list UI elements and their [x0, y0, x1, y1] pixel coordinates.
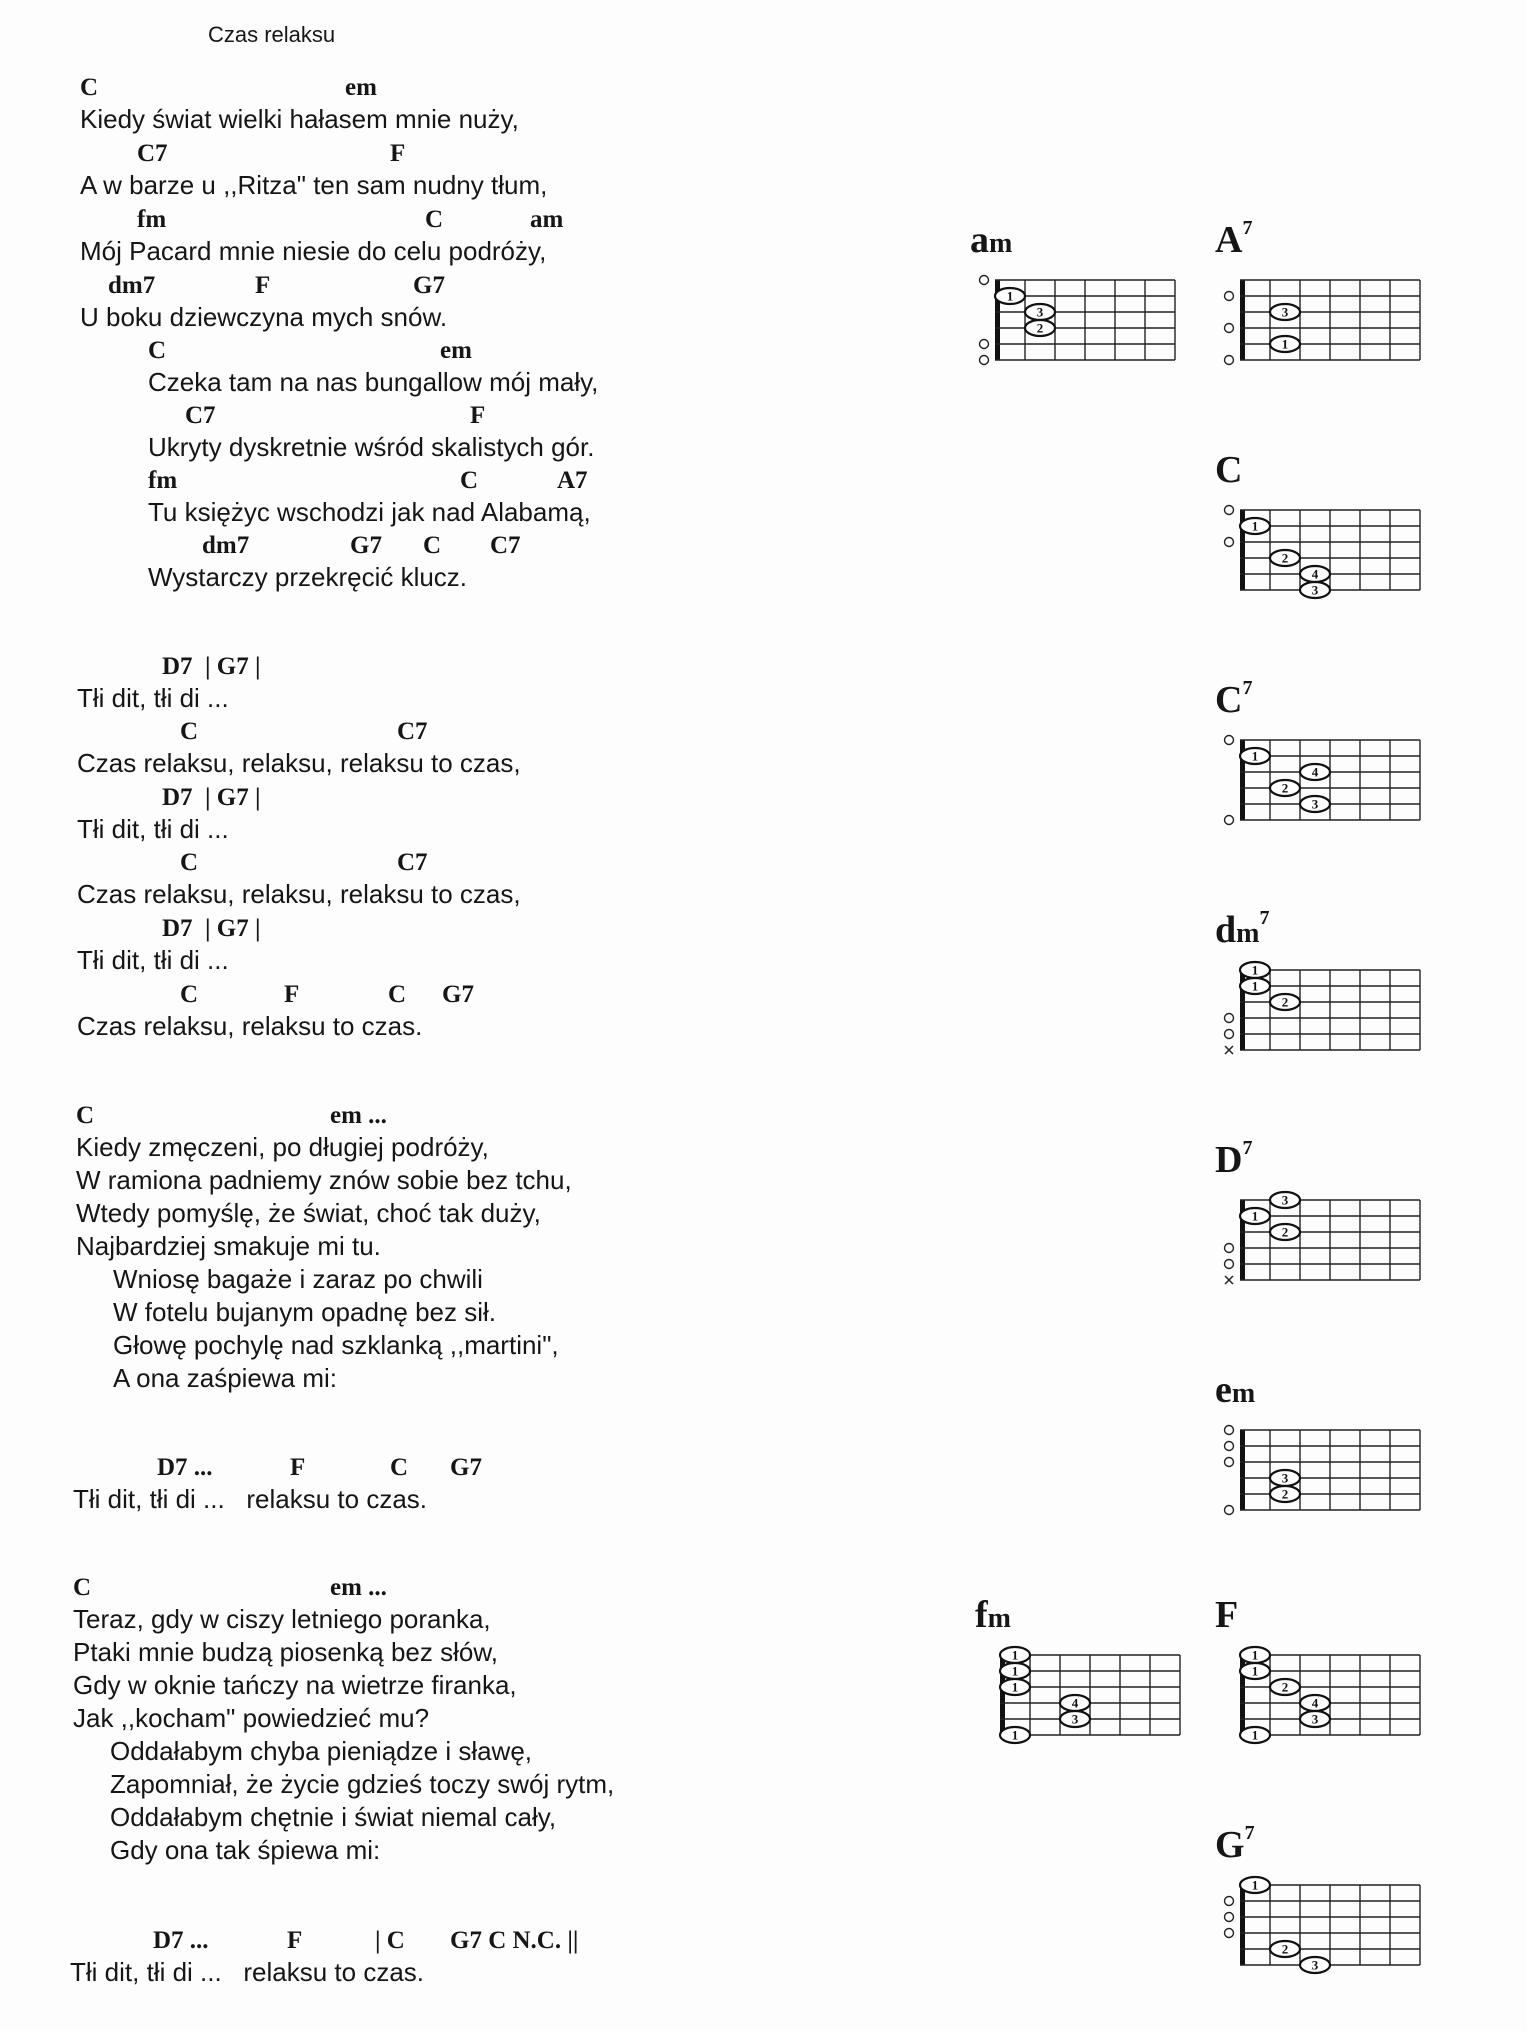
chord-symbol: C [180, 718, 199, 745]
svg-text:2: 2 [1281, 780, 1289, 796]
finger-dot [1240, 518, 1270, 534]
lyric-line: Wystarczy przekręcić klucz. [148, 562, 468, 592]
chord-diagram-name: $dm^7$ [1215, 907, 1270, 951]
chord-symbol: em ... [330, 1102, 387, 1129]
lyric-line: Czas relaksu, relaksu, relaksu to czas, [77, 879, 521, 909]
chord-diagram-name: C [1215, 449, 1243, 491]
open-string-marker [1225, 1244, 1234, 1253]
svg-text:4: 4 [1311, 1695, 1319, 1711]
lyric-line: Tłi dit, tłi di ... [77, 814, 229, 844]
svg-text:3: 3 [1036, 304, 1044, 320]
chord-symbol: C [73, 1574, 92, 1601]
lyric-line: Tłi dit, tłi di ... [77, 683, 229, 713]
open-string-marker [1225, 1913, 1234, 1922]
chord-symbol: C [180, 849, 199, 876]
svg-text:4: 4 [1311, 764, 1319, 780]
chord-symbol: C [460, 467, 479, 494]
chord-diagram-name: $G^7$ [1215, 1822, 1255, 1866]
chord-symbol: F [255, 272, 271, 299]
finger-dot [1240, 978, 1270, 994]
open-string-marker [1225, 1506, 1234, 1515]
chord-symbol: C [388, 981, 407, 1008]
svg-text:3: 3 [1281, 1192, 1289, 1208]
chord-symbol: D7 | G7 | [162, 653, 261, 680]
fretboard [1220, 272, 1430, 372]
fretboard [975, 272, 1185, 372]
lyric-line: Głowę pochylę nad szklanką ,,martini", [113, 1330, 559, 1360]
svg-text:2: 2 [1281, 1679, 1289, 1695]
lyric-line: Gdy w oknie tańczy na wietrze firanka, [73, 1670, 517, 1700]
finger-dot [1270, 1192, 1300, 1208]
svg-text:3: 3 [1281, 304, 1289, 320]
svg-text:3: 3 [1311, 796, 1319, 812]
open-string-marker [1225, 356, 1234, 365]
svg-text:3: 3 [1311, 1711, 1319, 1727]
open-string-marker [1225, 1014, 1234, 1023]
finger-dot [1300, 796, 1330, 812]
finger-dot [1300, 1957, 1330, 1973]
fretboard [1220, 962, 1430, 1062]
finger-dot [1270, 1941, 1300, 1957]
finger-dot [1300, 566, 1330, 582]
chord-symbol: C [180, 981, 199, 1008]
chord-symbol: C7 [490, 532, 521, 559]
finger-dot [1270, 336, 1300, 352]
lyric-line: Wtedy pomyślę, że świat, choć tak duży, [76, 1198, 541, 1228]
lyric-line: Jak ,,kocham" powiedzieć mu? [73, 1703, 430, 1733]
lyric-line: Oddałabym chyba pieniądze i sławę, [110, 1736, 533, 1766]
open-string-marker [1225, 292, 1234, 301]
chord-symbol: C [148, 337, 167, 364]
chord-symbol: | C [375, 1927, 405, 1954]
chord-symbol: G7 [450, 1454, 482, 1481]
finger-dot [1270, 1224, 1300, 1240]
chord-symbol: dm7 [108, 272, 156, 299]
chord-symbol: C [76, 1102, 95, 1129]
lyric-line: Ptaki mnie budzą piosenką bez słów, [73, 1637, 498, 1667]
open-string-marker [1225, 1442, 1234, 1451]
lyric-line: Tu księżyc wschodzi jak nad Alabamą, [148, 497, 591, 527]
muted-string-marker [1225, 1276, 1233, 1284]
svg-text:2: 2 [1281, 994, 1289, 1010]
finger-dot [1270, 1679, 1300, 1695]
chord-symbol: G7 [442, 981, 474, 1008]
svg-text:1: 1 [1251, 1663, 1259, 1679]
svg-text:3: 3 [1311, 1957, 1319, 1973]
lyric-line: A w barze u ,,Ritza" ten sam nudny tłum, [80, 170, 548, 200]
chord-symbol: am [530, 206, 564, 233]
finger-dot [1240, 1208, 1270, 1224]
finger-dot [1000, 1647, 1030, 1663]
finger-dot [1300, 582, 1330, 598]
chord-symbol: D7 | G7 | [162, 915, 261, 942]
finger-dot [1240, 1727, 1270, 1743]
fretboard [1220, 732, 1430, 832]
svg-text:1: 1 [1251, 1208, 1259, 1224]
chord-diagram-name: em [1215, 1369, 1256, 1411]
svg-text:4: 4 [1311, 566, 1319, 582]
chord-symbol: C7 [397, 718, 428, 745]
lyric-line: Teraz, gdy w ciszy letniego poranka, [73, 1604, 491, 1634]
fretboard [1220, 1647, 1430, 1747]
lyric-line: A ona zaśpiewa mi: [113, 1363, 338, 1393]
finger-dot [1240, 962, 1270, 978]
finger-dot [1270, 1486, 1300, 1502]
chord-symbol: G7 C N.C. || [450, 1927, 579, 1954]
chord-symbol: A7 [557, 467, 588, 494]
lyric-line: W fotelu bujanym opadnę bez sił. [113, 1297, 496, 1327]
open-string-marker [1225, 1897, 1234, 1906]
svg-text:1: 1 [1251, 962, 1259, 978]
svg-text:1: 1 [1011, 1647, 1019, 1663]
finger-dot [1300, 764, 1330, 780]
svg-text:2: 2 [1281, 1486, 1289, 1502]
lyric-line: Mój Pacard mnie niesie do celu podróży, [80, 236, 547, 266]
open-string-marker [1225, 1030, 1234, 1039]
finger-dot [1060, 1711, 1090, 1727]
lyric-line: Czas relaksu, relaksu to czas. [77, 1011, 423, 1041]
chord-diagram-name: $A^7$ [1215, 217, 1253, 261]
lyric-line: Czas relaksu, relaksu, relaksu to czas, [77, 748, 521, 778]
chord-symbol: G7 [350, 532, 382, 559]
lyric-line: Gdy ona tak śpiewa mi: [110, 1835, 381, 1865]
finger-dot [1270, 1470, 1300, 1486]
chord-diagram-name: $C^7$ [1215, 677, 1253, 721]
finger-dot [1060, 1695, 1090, 1711]
chord-diagram-name: fm [975, 1594, 1011, 1636]
chord-symbol: D7 ... [157, 1454, 213, 1481]
svg-text:1: 1 [1251, 1647, 1259, 1663]
chord-symbol: em [440, 337, 472, 364]
svg-text:3: 3 [1071, 1711, 1079, 1727]
lyric-line: Oddałabym chętnie i świat niemal cały, [110, 1802, 557, 1832]
muted-string-marker [1225, 1046, 1233, 1054]
lyric-line: W ramiona padniemy znów sobie bez tchu, [76, 1165, 572, 1195]
open-string-marker [1225, 1426, 1234, 1435]
svg-text:1: 1 [1251, 1877, 1259, 1893]
fretboard [1220, 1192, 1430, 1292]
chord-symbol: fm [137, 206, 167, 233]
chord-symbol: C [390, 1454, 409, 1481]
open-string-marker [1225, 1458, 1234, 1467]
chord-symbol: C [423, 532, 442, 559]
finger-dot [1025, 320, 1055, 336]
open-string-marker [1225, 1929, 1234, 1938]
chord-symbol: C7 [397, 849, 428, 876]
lyric-line: Tłi dit, tłi di ... [77, 945, 229, 975]
nut [1240, 1430, 1245, 1510]
lyric-line: Zapomniał, że życie gdzieś toczy swój rytm, [110, 1769, 615, 1799]
open-string-marker [1225, 816, 1234, 825]
chord-symbol: C [80, 74, 99, 101]
chord-symbol: C7 [137, 140, 168, 167]
svg-text:1: 1 [1251, 748, 1259, 764]
svg-text:1: 1 [1251, 518, 1259, 534]
chord-symbol: F [390, 140, 406, 167]
chord-symbol: D7 | G7 | [162, 784, 261, 811]
lyric-line: Kiedy zmęczeni, po długiej podróży, [76, 1132, 489, 1162]
fretboard [1220, 1877, 1430, 1977]
open-string-marker [1225, 1260, 1234, 1269]
chord-symbol: C [425, 206, 444, 233]
finger-dot [1270, 994, 1300, 1010]
open-string-marker [1225, 538, 1234, 547]
fretboard [1220, 1422, 1430, 1522]
finger-dot [1025, 304, 1055, 320]
svg-text:2: 2 [1036, 320, 1044, 336]
chord-symbol: F [470, 402, 486, 429]
finger-dot [1240, 1877, 1270, 1893]
open-string-marker [980, 276, 989, 285]
open-string-marker [1225, 736, 1234, 745]
open-string-marker [980, 340, 989, 349]
finger-dot [1300, 1695, 1330, 1711]
lyric-line: Tłi dit, tłi di ... relaksu to czas. [73, 1484, 427, 1514]
svg-text:1: 1 [1281, 336, 1289, 352]
open-string-marker [1225, 324, 1234, 333]
open-string-marker [1225, 506, 1234, 515]
chord-symbol: C7 [185, 402, 216, 429]
finger-dot [1000, 1663, 1030, 1679]
nut [1240, 280, 1245, 360]
chord-diagram-name: F [1215, 1594, 1239, 1636]
chord-symbol: F [290, 1454, 306, 1481]
song-title: Czas relaksu [208, 22, 336, 47]
chord-symbol: em ... [330, 1574, 387, 1601]
chord-diagram-name: $D^7$ [1215, 1137, 1253, 1181]
chord-symbol: fm [148, 467, 178, 494]
svg-text:1: 1 [1011, 1679, 1019, 1695]
svg-text:1: 1 [1006, 288, 1014, 304]
chord-diagram-name: am [970, 219, 1013, 261]
lyric-line: Tłi dit, tłi di ... relaksu to czas. [70, 1957, 424, 1987]
finger-dot [1240, 748, 1270, 764]
finger-dot [1270, 780, 1300, 796]
chord-symbol: dm7 [202, 532, 250, 559]
svg-text:2: 2 [1281, 1224, 1289, 1240]
svg-text:3: 3 [1311, 582, 1319, 598]
lyric-line: Kiedy świat wielki hałasem mnie nuży, [80, 104, 519, 134]
fretboard [1220, 502, 1430, 602]
lyric-line: Czeka tam na nas bungallow mój mały, [148, 367, 599, 397]
chord-symbol: em [345, 74, 377, 101]
svg-text:2: 2 [1281, 1941, 1289, 1957]
lyric-line: U boku dziewczyna mych snów. [80, 302, 448, 332]
lyric-line: Najbardziej smakuje mi tu. [76, 1231, 381, 1261]
chord-symbol: F [284, 981, 300, 1008]
svg-text:1: 1 [1011, 1663, 1019, 1679]
chord-symbol: D7 ... [153, 1927, 209, 1954]
finger-dot [995, 288, 1025, 304]
fretboard [980, 1647, 1190, 1747]
finger-dot [1000, 1727, 1030, 1743]
finger-dot [1300, 1711, 1330, 1727]
lyric-line: Wniosę bagaże i zaraz po chwili [113, 1264, 483, 1294]
open-string-marker [980, 356, 989, 365]
finger-dot [1240, 1647, 1270, 1663]
finger-dot [1000, 1679, 1030, 1695]
svg-text:3: 3 [1281, 1470, 1289, 1486]
svg-text:1: 1 [1251, 1727, 1259, 1743]
svg-text:2: 2 [1281, 550, 1289, 566]
chord-symbol: F [287, 1927, 303, 1954]
finger-dot [1270, 550, 1300, 566]
svg-text:1: 1 [1011, 1727, 1019, 1743]
lyric-line: Ukryty dyskretnie wśród skalistych gór. [148, 432, 595, 462]
finger-dot [1270, 304, 1300, 320]
chord-symbol: G7 [413, 272, 445, 299]
nut [1240, 1885, 1245, 1965]
svg-text:1: 1 [1251, 978, 1259, 994]
finger-dot [1240, 1663, 1270, 1679]
svg-text:4: 4 [1071, 1695, 1079, 1711]
